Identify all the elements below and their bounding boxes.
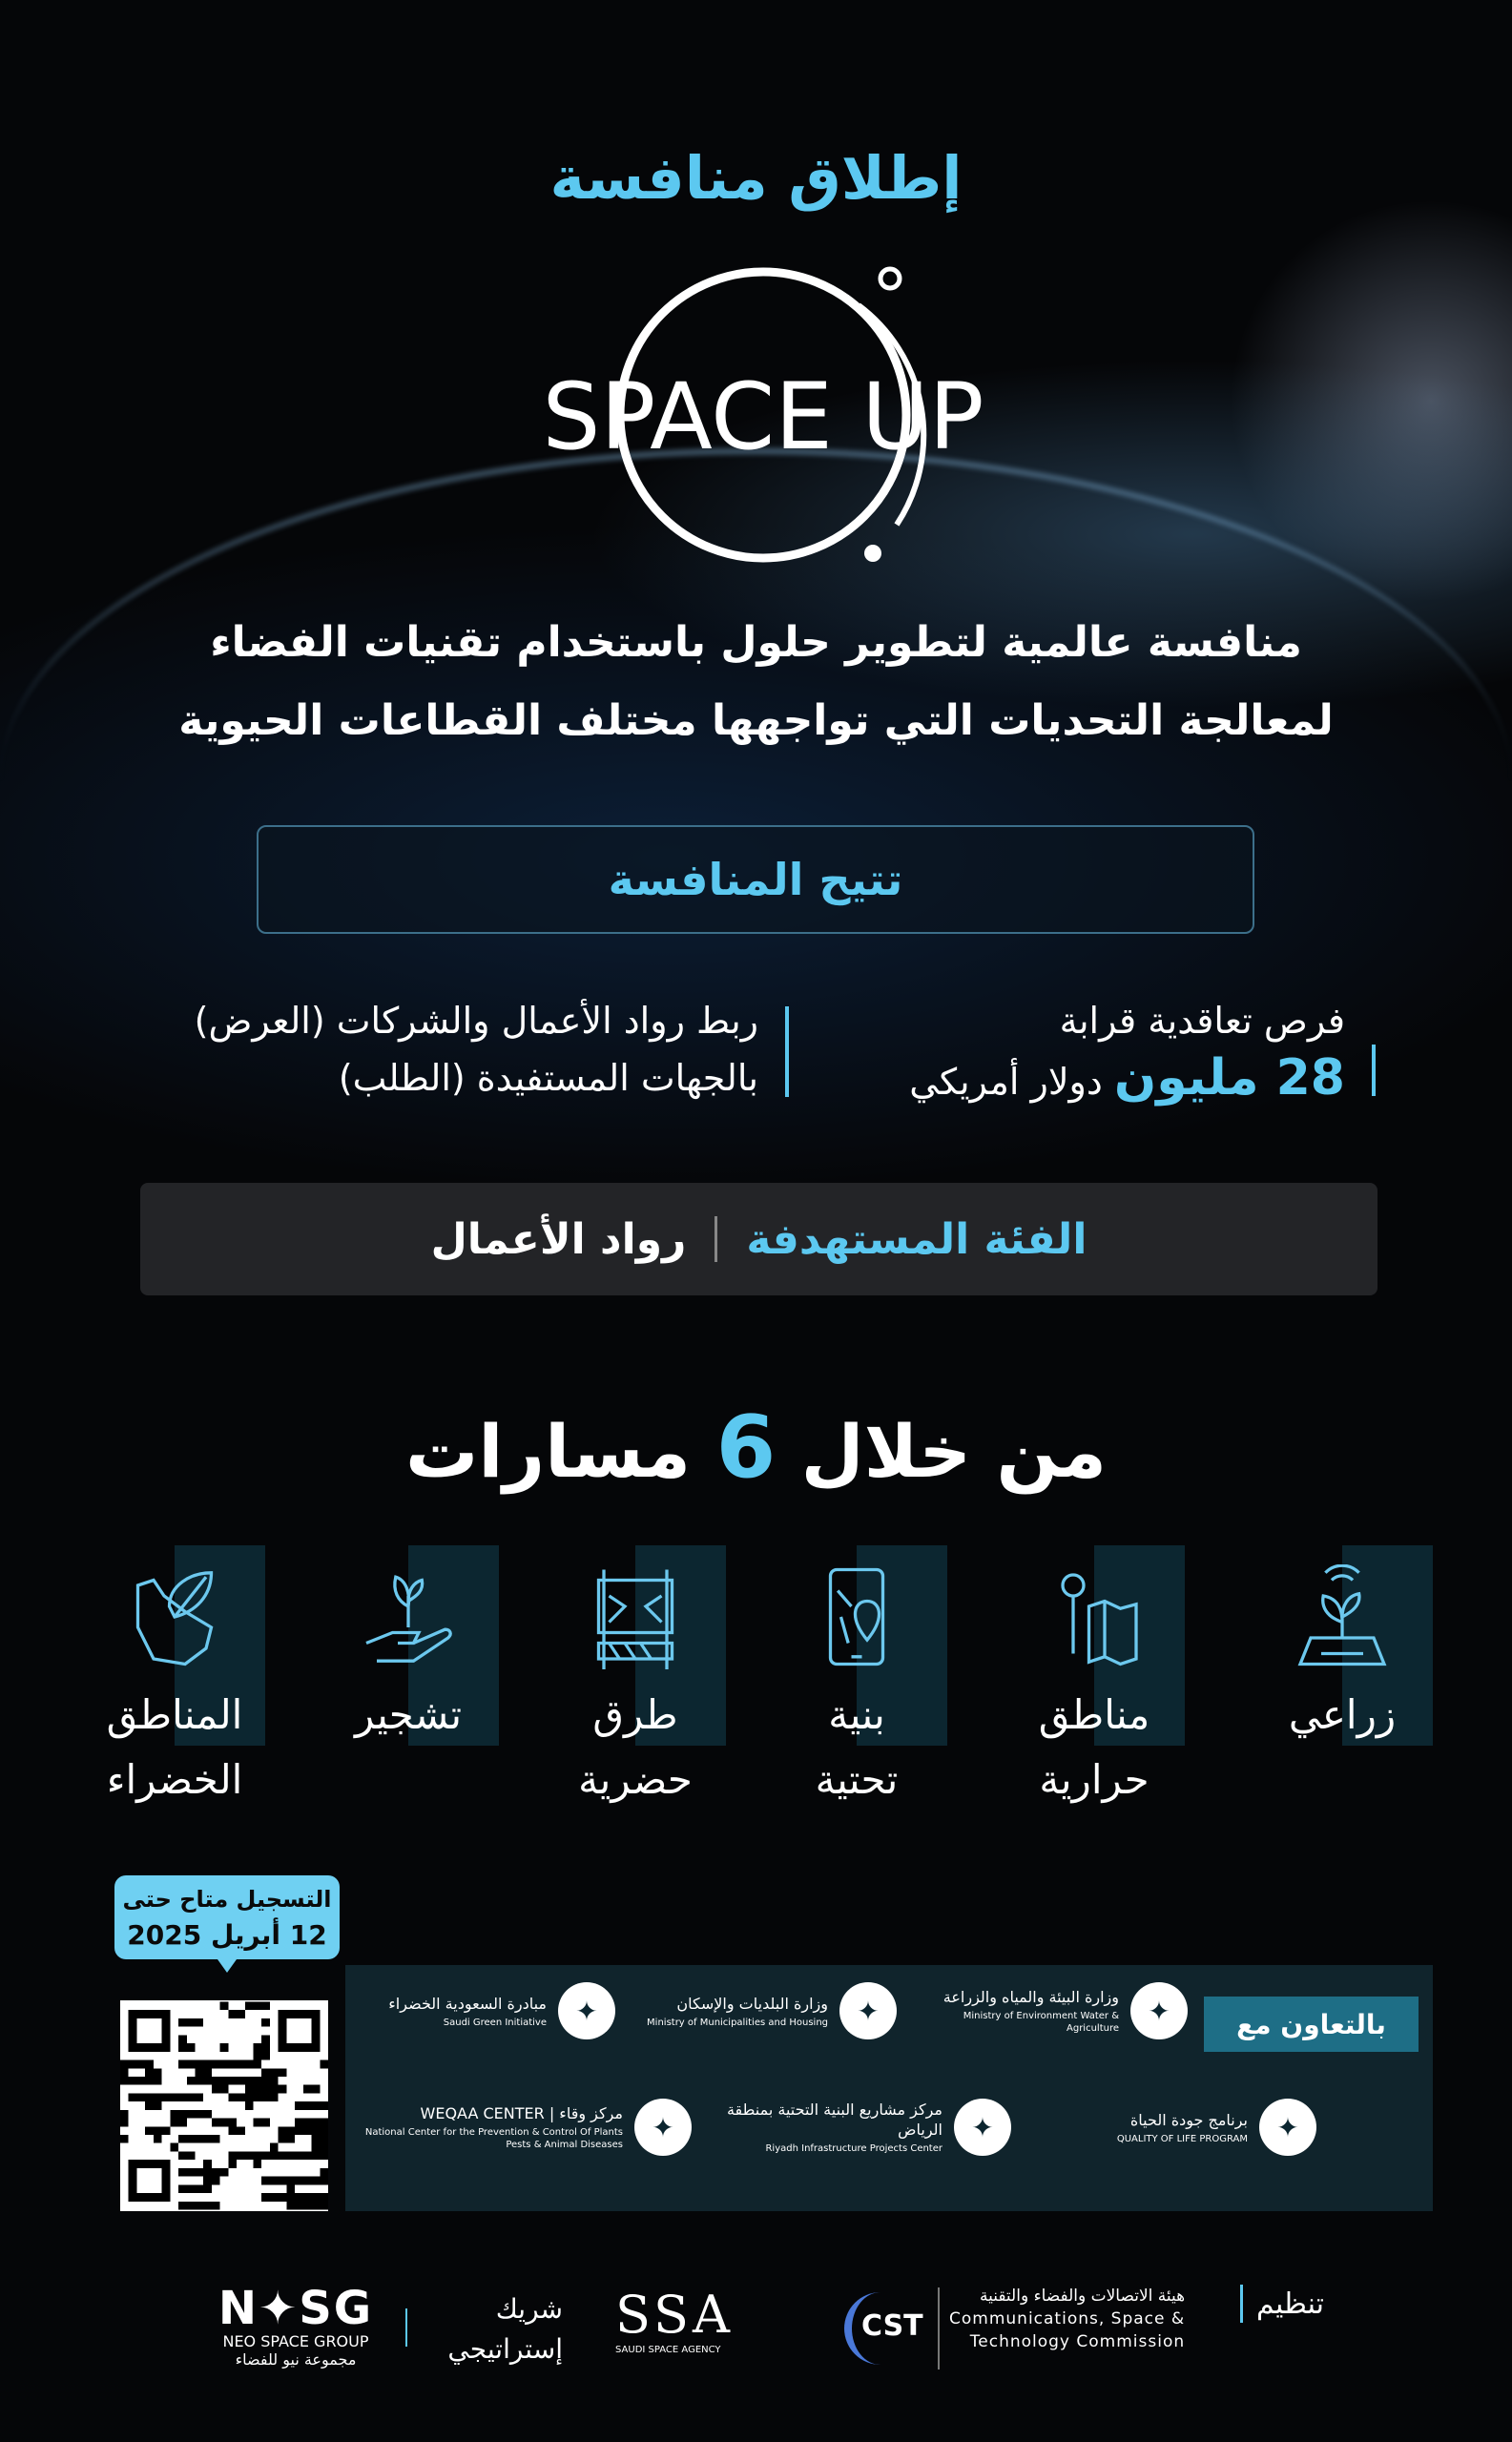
- nsg-mark: N✦SG: [217, 2282, 374, 2335]
- partner-name-en: Ministry of Environment Water & Agriculture: [963, 2011, 1119, 2034]
- offer-currency: دولار أمريكي: [909, 1061, 1103, 1103]
- registration-deadline-bubble: [114, 1875, 340, 1959]
- cst-name-ar: هيئة الاتصالات والفضاء والتقنية: [979, 2287, 1186, 2306]
- track-label: [60, 1683, 289, 1812]
- partner-name-en: Saudi Green Initiative: [443, 2017, 547, 2028]
- tracks-title: [0, 1397, 1512, 1498]
- strategic-partner-label: [420, 2289, 563, 2370]
- tracks-prefix: من خلال: [800, 1409, 1107, 1494]
- partner-emblem-icon: ✦: [634, 2099, 692, 2156]
- partner-emblem-icon: ✦: [1259, 2099, 1316, 2156]
- partner-emblem-icon: ✦: [1130, 1982, 1188, 2039]
- offer-amount: 28 مليون: [1113, 1049, 1345, 1107]
- intro-line-2: لمعالجة التحديات التي تواجهها مختلف القطاعات الحيوية: [178, 696, 1334, 745]
- target-value: رواد الأعمال: [430, 1214, 687, 1264]
- launch-title: إطلاق منافسة: [549, 143, 963, 213]
- track-label-line1: تشجير: [354, 1691, 463, 1738]
- target-label: الفئة المستهدفة: [746, 1214, 1087, 1264]
- target-audience-bar: [140, 1183, 1377, 1295]
- track-label-line2: تحتية: [815, 1756, 899, 1803]
- space-up-logo: [515, 258, 1011, 572]
- cst-mark: CST: [844, 2292, 925, 2365]
- ssa-mark: SSA: [615, 2285, 735, 2345]
- tracks-suffix: مسارات: [405, 1409, 692, 1494]
- track-heat-map: [980, 1545, 1209, 1812]
- ssa-subtitle: SAUDI SPACE AGENCY: [615, 2345, 721, 2355]
- nsg-name-ar: مجموعة نيو للفضاء: [235, 2350, 357, 2369]
- registration-qr-code[interactable]: [120, 2000, 328, 2211]
- partner-name-en: Riyadh Infrastructure Projects Center: [765, 2143, 942, 2154]
- track-label-line1: طرق: [592, 1691, 678, 1738]
- partner-label-2: إستراتيجي: [447, 2333, 563, 2365]
- track-label-line2: الخضراء: [106, 1756, 243, 1803]
- partner-logo: [630, 1982, 897, 2039]
- heat-map-icon: [1042, 1564, 1147, 1669]
- offer-matching-line2: بالجهات المستفيدة (الطلب): [338, 1057, 758, 1099]
- organizer-section: [1240, 2285, 1324, 2323]
- plant-hand-icon: [356, 1564, 461, 1669]
- ssa-logo: [615, 2285, 806, 2355]
- track-label: [742, 1683, 971, 1812]
- track-label: [1228, 1683, 1457, 1748]
- divider: [405, 2308, 407, 2347]
- partner-name-en: QUALITY OF LIFE PROGRAM: [1116, 2133, 1248, 2144]
- partner-logo: [706, 2099, 1011, 2156]
- registration-date: 12 أبريل 2025: [127, 1919, 327, 1951]
- partner-emblem-icon: ✦: [954, 2099, 1011, 2156]
- partner-logo: [358, 1982, 615, 2039]
- track-agriculture: [1228, 1545, 1457, 1748]
- collaboration-label: بالتعاون مع: [1204, 1997, 1419, 2052]
- track-label-line1: المناطق: [106, 1691, 243, 1738]
- partner-name-ar: وزارة البلديات والإسكان: [676, 1994, 828, 2013]
- track-green-map-leaf: [60, 1545, 289, 1812]
- intro-line-1: منافسة عالمية لتطوير حلول باستخدام تقنيات الفضاء: [210, 618, 1302, 667]
- separator: [715, 1216, 717, 1262]
- cst-name-en-2: Technology Commission: [969, 2332, 1186, 2351]
- registration-line1: التسجيل متاح حتى: [122, 1886, 332, 1913]
- track-label-line1: مناطق: [1038, 1691, 1150, 1738]
- partner-emblem-icon: ✦: [558, 1982, 615, 2039]
- organizer-label: تنظيم: [1256, 2287, 1325, 2321]
- green-map-leaf-icon: [122, 1564, 227, 1669]
- cst-logo: [949, 2285, 1185, 2353]
- partner-name-en: National Center for the Prevention & Control Of Plants Pests & Animal Diseases: [364, 2127, 623, 2150]
- partner-name-en: Ministry of Municipalities and Housing: [647, 2017, 828, 2028]
- offer-matching-line1: ربط رواد الأعمال والشركات (العرض): [194, 1000, 758, 1042]
- road-barrier-icon: [583, 1564, 688, 1669]
- nsg-name-en: NEO SPACE GROUP: [222, 2332, 369, 2350]
- partner-logo: [911, 1982, 1188, 2039]
- phone-location-icon: [804, 1564, 909, 1669]
- cst-name-en-1: Communications, Space &: [949, 2309, 1186, 2328]
- partner-name-ar: وزارة البيئة والمياه والزراعة: [942, 1988, 1119, 2006]
- track-label-line2: حضرية: [578, 1756, 693, 1803]
- track-label-line1: بنية: [828, 1691, 885, 1738]
- offers-heading: تتيح المنافسة: [608, 854, 903, 905]
- track-label: [521, 1683, 750, 1812]
- divider: [1240, 2285, 1243, 2323]
- offer-contracts: [811, 992, 1345, 1110]
- track-phone-location: [742, 1545, 971, 1812]
- agriculture-icon: [1290, 1564, 1395, 1669]
- tracks-count: 6: [715, 1397, 777, 1498]
- partner-name-ar: مركز مشاريع البنية التحتية بمنطقة الرياض: [726, 2101, 942, 2139]
- offers-heading-box: [257, 825, 1254, 934]
- partner-label-1: شريك: [495, 2293, 563, 2325]
- offer-matching: [91, 992, 758, 1107]
- divider: [785, 1006, 789, 1097]
- track-label: [980, 1683, 1209, 1812]
- partner-name-ar: مركز وقاء | WEQAA CENTER: [420, 2104, 623, 2122]
- partner-emblem-icon: ✦: [839, 1982, 897, 2039]
- track-label-line1: زراعي: [1288, 1691, 1397, 1738]
- track-label: [294, 1683, 523, 1748]
- partner-logo: [1030, 2099, 1316, 2156]
- partner-name-ar: مبادرة السعودية الخضراء: [388, 1994, 547, 2013]
- logo-text: SPACE UP: [542, 363, 984, 470]
- divider: [1372, 1045, 1376, 1096]
- divider: [938, 2287, 940, 2370]
- nsg-logo: [196, 2282, 396, 2369]
- partner-name-ar: برنامج جودة الحياة: [1129, 2110, 1248, 2129]
- track-road-barrier: [521, 1545, 750, 1812]
- track-plant-hand: [294, 1545, 523, 1748]
- partner-logo: [358, 2099, 692, 2156]
- track-label-line2: حرارية: [1039, 1756, 1150, 1803]
- offer-contracts-line1: فرص تعاقدية قرابة: [1059, 1000, 1345, 1042]
